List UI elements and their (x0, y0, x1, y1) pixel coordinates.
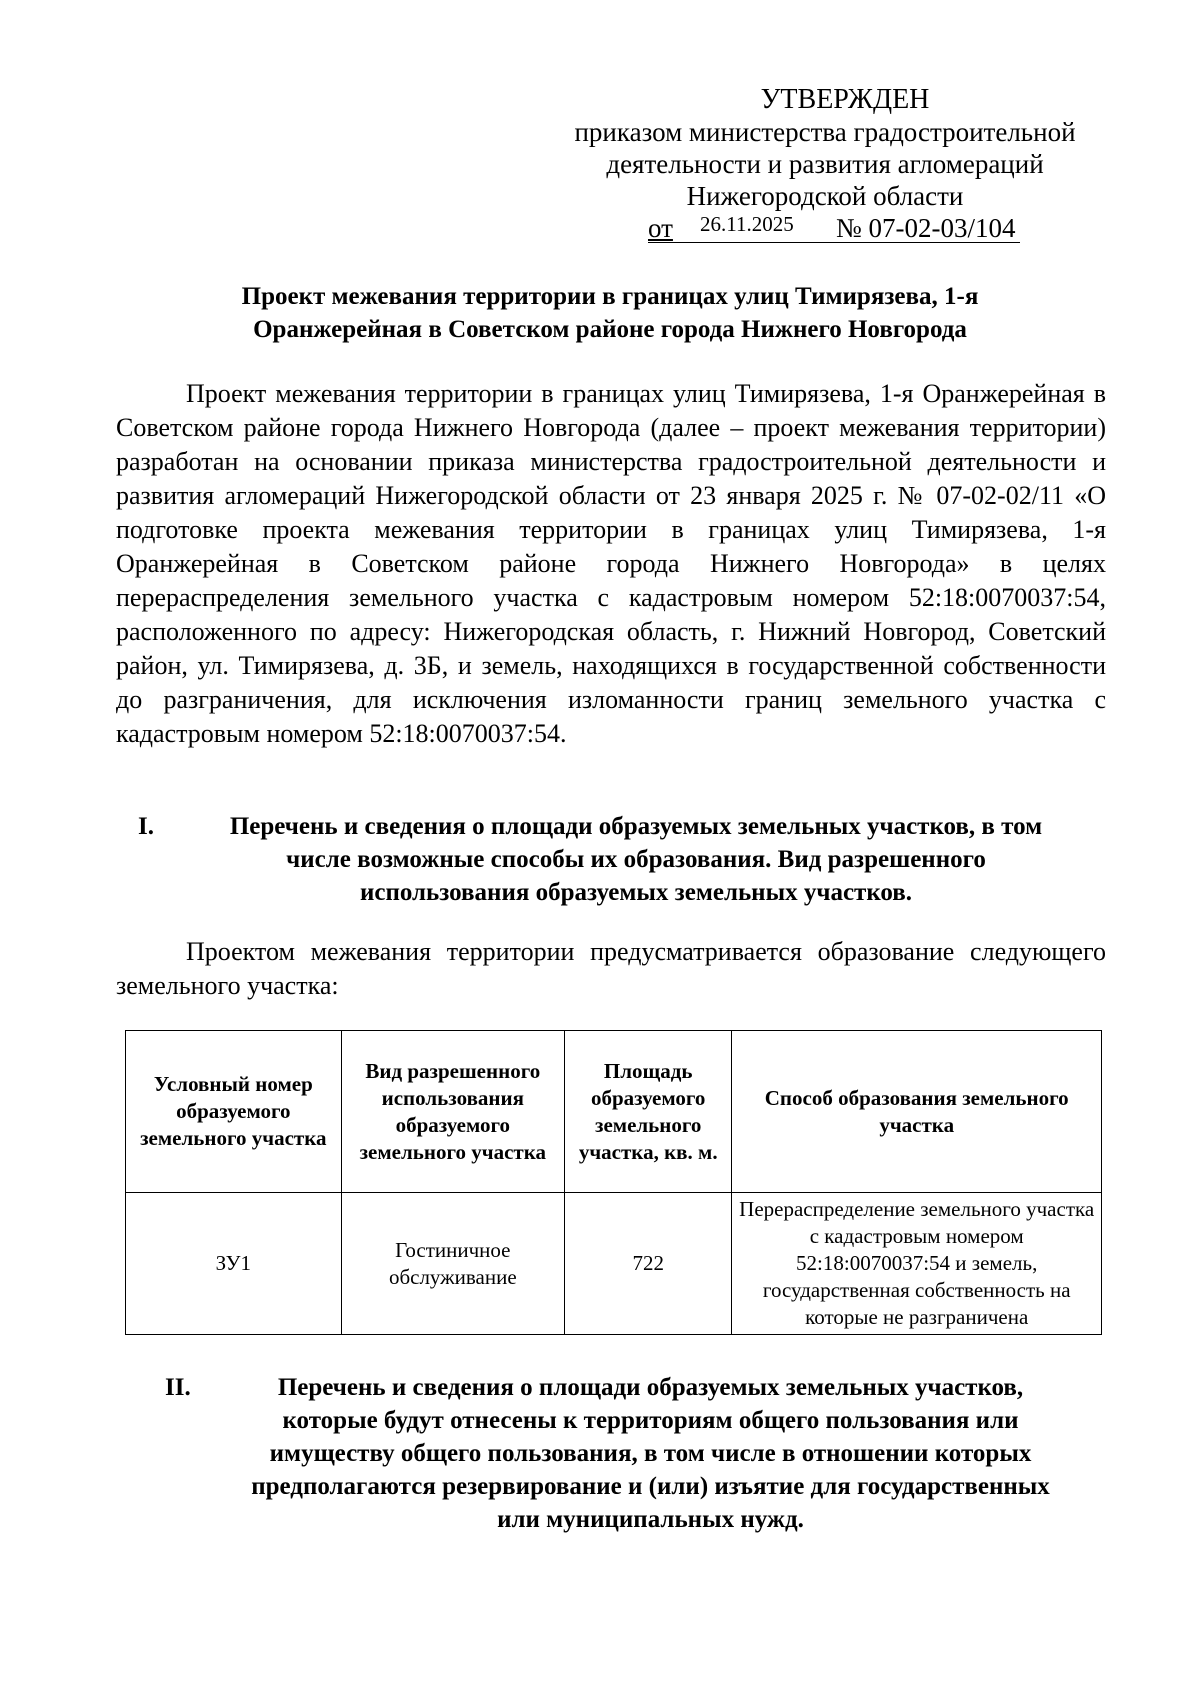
section-number: II. (165, 1374, 191, 1401)
table-row (126, 1193, 1102, 1335)
section-line: Перечень и сведения о площади образуемых земельных участков, в том (229, 813, 1043, 840)
section-line: Перечень и сведения о площади образуемых земельных участков, (277, 1374, 1024, 1401)
approval-stamp (560, 84, 1090, 246)
cell-area: 722 (565, 1193, 732, 1335)
header-plot-number: Условный номер образуемого земельного участка (126, 1031, 342, 1193)
title-line: Проект межевания территории в границах улиц Тимирязева, 1-я (241, 283, 979, 310)
approval-date: 26.11.2025 (700, 212, 794, 236)
intro-paragraph: Проект межевания территории в границах улиц Тимирязева, 1-я Оранжерейная в Советском районе города Нижнего Новгорода (далее – проект межевания территории) разработан на основании приказа министерства градостроительной деятельности и развития агломераций Нижегородской области от 23 января 2025 г. № 07-02-02/11 «О подготовке проекта межевания территории в границах улиц Тимирязева, 1-я Оранжерейная в Советском районе города Нижнего Новгорода» в целях перераспределения земельного участка с кадастровым номером 52:18:0070037:54, расположенного по адресу: Нижегородская область, г. Нижний Новгород, Советский район, ул. Тимирязева, д. 3Б, и земель, находящихся в государственной собственности до разграничения, для исключения изломанности границ земельного участка с кадастровым номером 52:18:0070037:54. (116, 379, 1106, 748)
cell-method: Перераспределение земельного участка с кадастровым номером 52:18:0070037:54 и земель, государственная собственность на которые не разграничена (732, 1193, 1102, 1335)
land-plots-table (125, 1030, 1102, 1335)
page-title (110, 280, 1110, 346)
cell-plot-number: ЗУ1 (126, 1193, 342, 1335)
header-permitted-use: Вид разрешенного использования образуемого земельного участка (341, 1031, 564, 1193)
approval-line: приказом министерства градостроительной (574, 117, 1076, 147)
approval-date-line (560, 212, 1090, 246)
section-number: I. (138, 813, 154, 840)
section-line: которые будут отнесены к территориям общего пользования или (282, 1407, 1019, 1434)
header-area: Площадь образуемого земельного участка, кв. м. (565, 1031, 732, 1193)
approval-number: № 07-02-03/104 (836, 213, 1016, 243)
approval-title: УТВЕРЖДЕН (760, 84, 930, 115)
approval-line: деятельности и развития агломераций (606, 149, 1044, 179)
cell-permitted-use: Гостиничное обслуживание (341, 1193, 564, 1335)
section-line: или муниципальных нужд. (497, 1506, 804, 1533)
section-line: числе возможные способы их образования. Вид разрешенного (286, 846, 986, 873)
title-line: Оранжерейная в Советском районе города Нижнего Новгорода (253, 316, 967, 343)
section-line: использования образуемых земельных участков. (359, 879, 913, 906)
section-heading-1 (138, 810, 1098, 909)
table-header-row (126, 1031, 1102, 1193)
approval-line: Нижегородской области (686, 181, 964, 211)
section-line: предполагаются резервирование и (или) изъятие для государственных (251, 1473, 1050, 1500)
section-heading-2 (165, 1371, 1100, 1536)
date-underline (648, 242, 1020, 243)
date-prefix: от (648, 213, 673, 243)
header-method: Способ образования земельного участка (732, 1031, 1102, 1193)
section1-paragraph: Проектом межевания территории предусматривается образование следующего земельного участка: (116, 937, 1106, 1000)
section-line: имуществу общего пользования, в том числе в отношении которых (269, 1440, 1032, 1467)
